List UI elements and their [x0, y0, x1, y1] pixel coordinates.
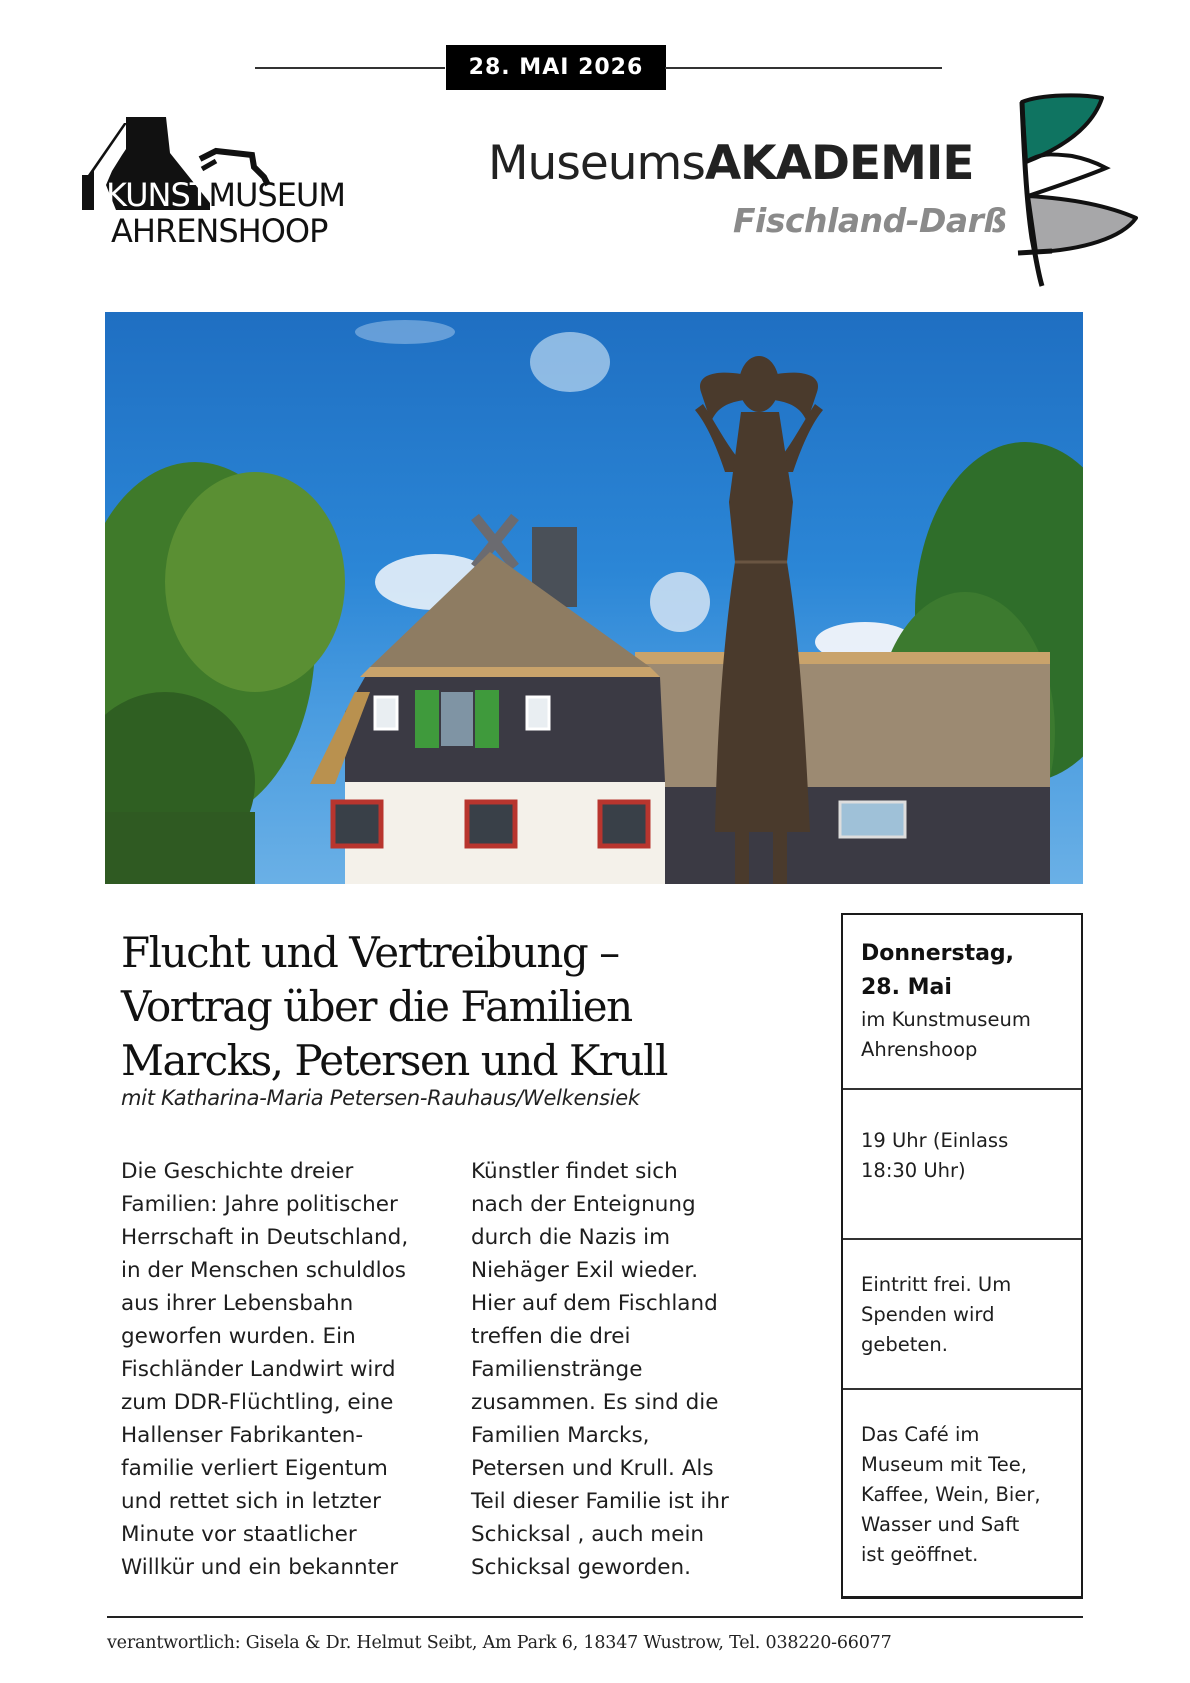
admission-line: Spenden wird: [861, 1303, 995, 1326]
footer-contact: verantwortlich: Gisela & Dr. Helmut Seibt, Am Park 6, 18347 Wustrow, Tel. 038220-66077: [107, 1633, 892, 1653]
body-line: Fischländer Landwirt wird: [121, 1357, 396, 1382]
cafe-line: Wasser und Saft: [861, 1513, 1020, 1536]
akademie-word: AKADEMIE: [704, 136, 974, 191]
body-line: Niehäger Exil wieder.: [471, 1258, 699, 1283]
body-line: Künstler findet sich: [471, 1159, 678, 1184]
event-title: [121, 926, 801, 1088]
body-line: Herrschaft in Deutschland,: [121, 1225, 409, 1250]
kunstmuseum-wordmark-line1: [106, 176, 345, 214]
date-badge: 28. MAI 2026: [446, 45, 666, 90]
body-line: durch die Nazis im: [471, 1225, 671, 1250]
kunstmuseum-wordmark-line2: AHRENSHOOP: [111, 212, 328, 250]
body-line: Teil dieser Familie ist ihr: [471, 1489, 729, 1514]
info-admission: [843, 1240, 1081, 1390]
body-line: Hier auf dem Fischland: [471, 1291, 718, 1316]
event-date: 28. Mai: [861, 975, 952, 1000]
body-column-1: [121, 1155, 461, 1584]
body-line: Willkür und ein bekannter: [121, 1555, 399, 1580]
footer-rule: [107, 1616, 1083, 1618]
event-weekday: Donnerstag,: [861, 941, 1015, 966]
cafe-line: Museum mit Tee,: [861, 1453, 1027, 1476]
body-line: nach der Enteignung: [471, 1192, 696, 1217]
venue-line: Ahrenshoop: [861, 1038, 978, 1061]
info-time: [843, 1090, 1081, 1240]
time-line: 18:30 Uhr): [861, 1159, 966, 1182]
admission-line: Eintritt frei. Um: [861, 1273, 1012, 1296]
venue-line: im Kunstmuseum: [861, 1008, 1031, 1031]
body-line: Familien Marcks,: [471, 1423, 650, 1448]
kunstmuseum-logo: [82, 115, 382, 255]
body-line: aus ihrer Lebensbahn: [121, 1291, 354, 1316]
title-line: Flucht und Vertreibung –: [121, 928, 619, 977]
title-line: Vortrag über die Familien: [121, 982, 632, 1031]
info-cafe: [843, 1390, 1081, 1598]
hero-photo: [105, 312, 1083, 884]
body-line: geworfen wurden. Ein: [121, 1324, 356, 1349]
museum-word: MUSEUM: [208, 176, 345, 214]
admission-line: gebeten.: [861, 1333, 948, 1356]
body-line: Familienstränge: [471, 1357, 643, 1382]
body-line: treffen die drei: [471, 1324, 631, 1349]
leaf-mark-icon: [1012, 88, 1152, 288]
museums-word: Museums: [488, 136, 705, 191]
body-line: familie verliert Eigentum: [121, 1456, 388, 1481]
body-line: zum DDR-Flüchtling, eine: [121, 1390, 394, 1415]
body-line: Die Geschichte dreier: [121, 1159, 354, 1184]
kunst-word: KUNST: [106, 176, 209, 214]
time-line: 19 Uhr (Einlass: [861, 1129, 1009, 1152]
body-line: Schicksal , auch mein: [471, 1522, 705, 1547]
body-line: Minute vor staatlicher: [121, 1522, 357, 1547]
body-line: Familien: Jahre politischer: [121, 1192, 398, 1217]
body-line: zusammen. Es sind die: [471, 1390, 719, 1415]
body-line: Schicksal geworden.: [471, 1555, 691, 1580]
title-line: Marcks, Petersen und Krull: [121, 1036, 667, 1085]
museumsakademie-wordmark: [488, 136, 974, 191]
body-line: und rettet sich in letzter: [121, 1489, 381, 1514]
body-line: in der Menschen schuldlos: [121, 1258, 406, 1283]
photo-scene-illustration: [105, 312, 1083, 884]
event-info-box: [841, 913, 1083, 1599]
cafe-line: ist geöffnet.: [861, 1543, 979, 1566]
body-line: Hallenser Fabrikanten-: [121, 1423, 364, 1448]
date-rule-left: [255, 67, 445, 69]
cafe-line: Das Café im: [861, 1423, 980, 1446]
date-rule-right: [665, 67, 942, 69]
cafe-line: Kaffee, Wein, Bier,: [861, 1483, 1041, 1506]
fischland-darss-subtitle: Fischland-Darß: [733, 201, 1007, 240]
info-date-venue: [843, 915, 1081, 1090]
body-line: Petersen und Krull. Als: [471, 1456, 714, 1481]
speaker-subtitle: mit Katharina-Maria Petersen-Rauhaus/Welkensiek: [121, 1086, 640, 1110]
body-column-2: [471, 1155, 811, 1584]
